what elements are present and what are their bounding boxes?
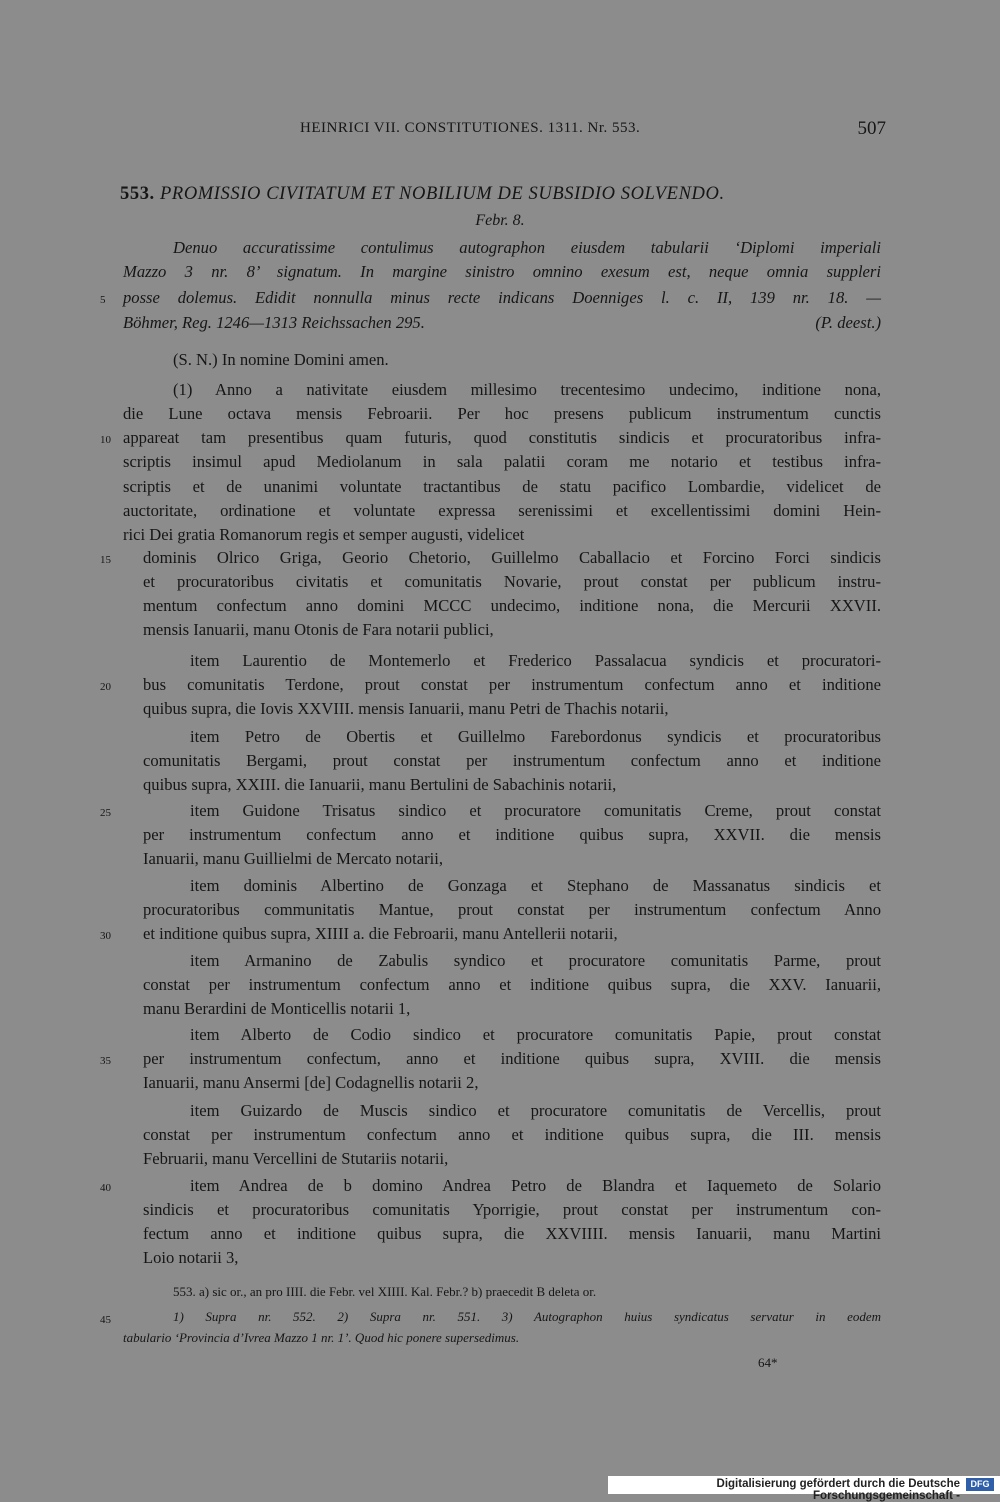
text-line: item dominis Albertino de Gonzaga et Stephano de Massanatus sindicis et bbox=[190, 876, 881, 895]
text-line: appareat tam presentibus quam futuris, quod constitutis sindicis et procuratoribus infra- bbox=[123, 428, 881, 447]
funding-banner bbox=[608, 1476, 1000, 1502]
line-number: 10 bbox=[100, 434, 111, 446]
signature-mark: 64* bbox=[758, 1355, 778, 1370]
text-line: dominis Olrico Griga, Georio Chetorio, Guillelmo Caballacio et Forcino Forci sindicis bbox=[143, 548, 881, 567]
running-head: HEINRICI VII. CONSTITUTIONES. 1311. Nr. 553. bbox=[300, 120, 641, 136]
text-line: item Armanino de Zabulis syndico et procuratore comunitatis Parme, prout bbox=[190, 951, 881, 970]
dfg-logo: DFG bbox=[966, 1478, 994, 1491]
text-line: et procuratoribus civitatis et comunitatis Novarie, prout constat per publicum instru- bbox=[143, 572, 881, 591]
document-number: 553. bbox=[120, 184, 155, 204]
intro-line: Denuo accuratissime contulimus autographon eiusdem tabularii ‘Diplomi imperiali bbox=[173, 238, 881, 257]
text-line: Loio notarii 3, bbox=[143, 1248, 239, 1267]
text-line: procuratoribus communitatis Mantue, prout constat per instrumentum confectum Anno bbox=[143, 900, 881, 919]
line-number: 20 bbox=[100, 681, 111, 693]
text-line: manu Berardini de Monticellis notarii 1, bbox=[143, 999, 411, 1018]
text-line: Februarii, manu Vercellini de Stutariis notarii, bbox=[143, 1149, 449, 1168]
text-line: auctoritate, ordinatione et voluntate expressa serenissimi et excellentissimi domini Hein- bbox=[123, 501, 881, 520]
text-line: item Petro de Obertis et Guillelmo Farebordonus syndicis et procuratoribus bbox=[190, 727, 881, 746]
intro-line: Böhmer, Reg. 1246—1313 Reichssachen 295. bbox=[123, 313, 425, 332]
text-line: rici Dei gratia Romanorum regis et semper augusti, videlicet bbox=[123, 525, 525, 544]
text-line: scriptis et de unanimi voluntate tractantibus de statu pacifico Lombardie, videlicet de bbox=[123, 477, 881, 496]
document-title: PROMISSIO CIVITATUM ET NOBILIUM DE SUBSIDIO SOLVENDO. bbox=[160, 184, 725, 204]
text-line: per instrumentum confectum, anno et inditione quibus supra, XVIII. die mensis bbox=[143, 1049, 881, 1068]
text-line: Ianuarii, manu Ansermi [de] Codagnellis notarii 2, bbox=[143, 1073, 479, 1092]
text-line: (1) Anno a nativitate eiusdem millesimo trecentesimo undecimo, inditione nona, bbox=[173, 380, 881, 399]
line-number: 30 bbox=[100, 930, 111, 942]
text-line: item Andrea de b domino Andrea Petro de Blandra et Iaquemeto de Solario bbox=[190, 1176, 881, 1195]
text-line: item Guidone Trisatus sindico et procuratore comunitatis Creme, prout constat bbox=[190, 801, 881, 820]
line-number: 40 bbox=[100, 1182, 111, 1194]
line-number: 5 bbox=[100, 294, 106, 306]
intro-line: Mazzo 3 nr. 8’ signatum. In margine sinistro omnino exesum est, neque omnia suppleri bbox=[123, 262, 881, 281]
text-line: mensis Ianuarii, manu Otonis de Fara notarii publici, bbox=[143, 620, 494, 639]
text-line: scriptis insimul apud Mediolanum in sala palatii coram me notario et testibus infra- bbox=[123, 452, 881, 471]
footnote: tabulario ‘Provincia d’Ivrea Mazzo 1 nr. 1’. Quod hic ponere supersedimus. bbox=[123, 1330, 520, 1345]
text-line: quibus supra, die Iovis XXVIII. mensis Ianuarii, manu Petri de Thachis notarii, bbox=[143, 699, 669, 718]
text-line: quibus supra, XXIII. die Ianuarii, manu Bertulini de Sabachinis notarii, bbox=[143, 775, 617, 794]
footnote: 1) Supra nr. 552. 2) Supra nr. 551. 3) Autographon huius syndicatus servatur in eodem bbox=[173, 1309, 881, 1324]
intro-line: posse dolemus. Edidit nonnulla minus recte indicans Doenniges l. c. II, 139 nr. 18. — bbox=[123, 288, 881, 307]
text-line: mentum confectum anno domini MCCC undecimo, inditione nona, die Mercurii XXVII. bbox=[143, 596, 881, 615]
text-line: bus comunitatis Terdone, prout constat per instrumentum confectum anno et inditione bbox=[143, 675, 881, 694]
text-line: constat per instrumentum confectum anno et inditione quibus supra, die XXV. Ianuarii, bbox=[143, 975, 881, 994]
apparatus-note: 553. a) sic or., an pro IIII. die Febr. vel XIIII. Kal. Febr.? b) praecedit B deleta or. bbox=[173, 1284, 597, 1299]
document-heading bbox=[120, 184, 882, 205]
text-line: item Laurentio de Montemerlo et Frederico Passalacua syndicis et procuratori- bbox=[190, 651, 881, 670]
text-line: per instrumentum confectum anno et inditione quibus supra, XXVII. die mensis bbox=[143, 825, 881, 844]
text-line: item Guizardo de Muscis sindico et procuratore comunitatis de Vercellis, prout bbox=[190, 1101, 881, 1120]
text-line: die Lune octava mensis Febroarii. Per hoc presens publicum instrumentum cunctis bbox=[123, 404, 881, 423]
text-line: comunitatis Bergami, prout constat per instrumentum confectum anno et inditione bbox=[143, 751, 881, 770]
funding-text: Digitalisierung gefördert durch die Deutsche Forschungsgemeinschaft - bbox=[716, 1478, 960, 1502]
text-line: fectum anno et inditione quibus supra, die XXVIIII. mensis Ianuarii, manu Martini bbox=[143, 1224, 881, 1243]
text-line: item Alberto de Codio sindico et procuratore comunitatis Papie, prout constat bbox=[190, 1025, 881, 1044]
text-line: constat per instrumentum confectum anno et inditione quibus supra, die III. mensis bbox=[143, 1125, 881, 1144]
text-line: et inditione quibus supra, XIIII a. die Febroarii, manu Antellerii notarii, bbox=[143, 924, 618, 943]
page-number: 507 bbox=[857, 118, 886, 139]
text-line: Ianuarii, manu Guillielmi de Mercato notarii, bbox=[143, 849, 443, 868]
text-line: sindicis et procuratoribus comunitatis Yporrigie, prout constat per instrumentum con- bbox=[143, 1200, 881, 1219]
line-number: 25 bbox=[100, 807, 111, 819]
line-number: 45 bbox=[100, 1314, 111, 1326]
text-line: (S. N.) In nomine Domini amen. bbox=[173, 350, 389, 369]
document-date: Febr. 8. bbox=[475, 212, 525, 229]
intro-sigla: (P. deest.) bbox=[815, 313, 881, 332]
line-number: 15 bbox=[100, 554, 111, 566]
line-number: 35 bbox=[100, 1055, 111, 1067]
